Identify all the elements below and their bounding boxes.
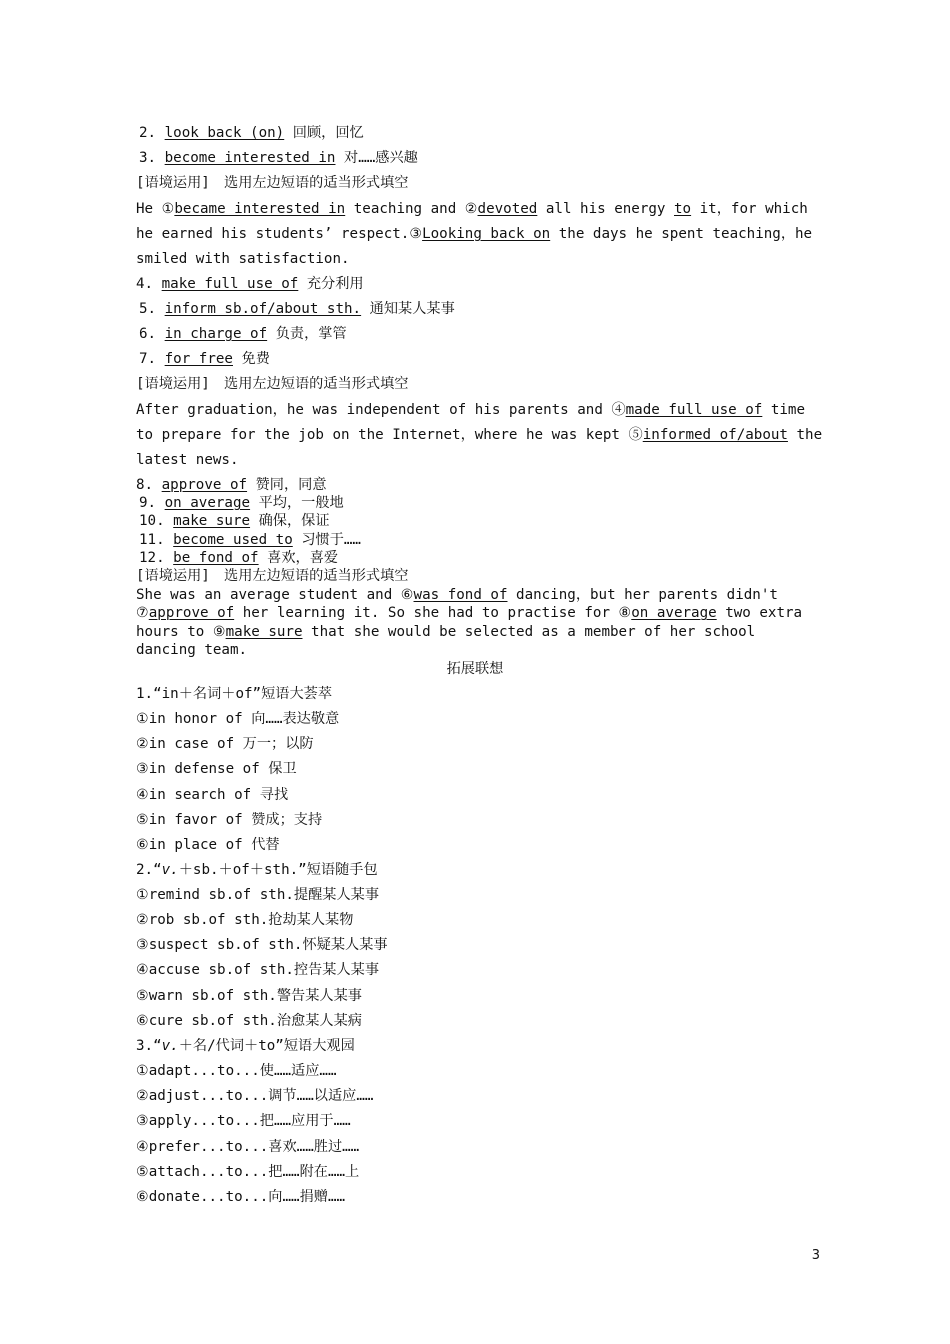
phrase: approve of [161, 477, 248, 493]
answer: make sure [225, 624, 303, 640]
list-item: ③suspect sb.of sth.怀疑某人某事 [136, 937, 388, 953]
answer: on average [631, 605, 717, 621]
exercise-line: to prepare for the job on the Internet，where he was kept ⑤informed of/about the [136, 427, 823, 443]
vocab-item-7: 7. for free 免费 [139, 351, 270, 367]
vocab-item-11: 11. become used to 习惯于…… [139, 532, 361, 548]
phrase: inform sb.of/about sth. [164, 301, 362, 317]
exercise-instruction: [语境运用] 选用左边短语的适当形式填空 [136, 175, 409, 191]
exercise-line: he earned his students’ respect.③Looking back on the days he spent teaching，he [136, 226, 813, 242]
list-item: ⑥in place of 代替 [136, 837, 280, 853]
section-title: 拓展联想 [446, 661, 504, 677]
list-item: ④accuse sb.of sth.控告某人某事 [136, 962, 380, 978]
exercise-line: She was an average student and ⑥was fond of dancing，but her parents didn't [136, 587, 778, 603]
group-heading: 1.“in＋名词＋of”短语大荟萃 [136, 686, 333, 702]
exercise-line: He ①became interested in teaching and ②devoted all his energy to it，for which [136, 201, 808, 217]
phrase: become interested in [164, 150, 336, 166]
phrase: for free [164, 351, 233, 367]
answer: was fond of [413, 587, 508, 603]
answer: devoted [477, 201, 538, 217]
answer: to [674, 201, 692, 217]
list-item: ③apply...to...把……应用于…… [136, 1113, 351, 1129]
vocab-item-4: 4. make full use of 充分利用 [136, 276, 364, 292]
answer: made full use of [625, 402, 763, 418]
list-item: ⑤in favor of 赞成；支持 [136, 812, 323, 828]
phrase: be fond of [173, 550, 259, 566]
vocab-item-9: 9. on average 平均，一般地 [139, 495, 344, 511]
exercise-line: smiled with satisfaction. [136, 251, 350, 267]
phrase: look back (on) [164, 125, 285, 141]
list-item: ⑥donate...to...向……捐赠…… [136, 1189, 346, 1205]
answer: Looking back on [422, 226, 551, 242]
list-item: ④prefer...to...喜欢……胜过…… [136, 1139, 360, 1155]
exercise-instruction: [语境运用] 选用左边短语的适当形式填空 [136, 376, 409, 392]
list-item: ①adapt...to...使……适应…… [136, 1063, 337, 1079]
vocab-item-2: 2. look back (on) 回顾，回忆 [139, 125, 364, 141]
vocab-item-8: 8. approve of 赞同，同意 [136, 477, 327, 493]
list-item: ⑤warn sb.of sth.警告某人某事 [136, 988, 362, 1004]
answer: became interested in [174, 201, 346, 217]
list-item: ①remind sb.of sth.提醒某人某事 [136, 887, 380, 903]
exercise-instruction: [语境运用] 选用左边短语的适当形式填空 [136, 568, 409, 584]
exercise-line: latest news. [136, 452, 239, 468]
list-item: ②rob sb.of sth.抢劫某人某物 [136, 912, 354, 928]
exercise-line: After graduation，he was independent of his parents and ④made full use of time [136, 402, 806, 418]
phrase: in charge of [164, 326, 268, 342]
vocab-item-3: 3. become interested in 对……感兴趣 [139, 150, 418, 166]
phrase: on average [164, 495, 251, 511]
list-item: ④in search of 寻找 [136, 787, 289, 803]
group-heading: 3.“v.＋名/代词＋to”短语大观园 [136, 1038, 355, 1054]
exercise-line: ⑦approve of her learning it. So she had to practise for ⑧on average two extra [136, 605, 803, 621]
list-item: ⑥cure sb.of sth.治愈某人某病 [136, 1013, 362, 1029]
vocab-item-12: 12. be fond of 喜欢，喜爱 [139, 550, 339, 566]
vocab-item-6: 6. in charge of 负责，掌管 [139, 326, 347, 342]
group-heading: 2.“v.＋sb.＋of＋sth.”短语随手包 [136, 862, 378, 878]
exercise-line: dancing team. [136, 642, 248, 658]
list-item: ⑤attach...to...把……附在……上 [136, 1164, 360, 1180]
vocab-item-10: 10. make sure 确保，保证 [139, 513, 330, 529]
list-item: ①in honor of 向……表达敬意 [136, 711, 340, 727]
list-item: ②in case of 万一；以防 [136, 736, 314, 752]
exercise-line: hours to ⑨make sure that she would be selected as a member of her school [136, 624, 756, 640]
vocab-item-5: 5. inform sb.of/about sth. 通知某人某事 [139, 301, 455, 317]
list-item: ②adjust...to...调节……以适应…… [136, 1088, 374, 1104]
phrase: make full use of [161, 276, 299, 292]
answer: informed of/about [642, 427, 788, 443]
answer: approve of [148, 605, 235, 621]
page-number: 3 [811, 1248, 820, 1263]
list-item: ③in defense of 保卫 [136, 761, 297, 777]
phrase: make sure [173, 513, 251, 529]
phrase: become used to [173, 532, 293, 548]
